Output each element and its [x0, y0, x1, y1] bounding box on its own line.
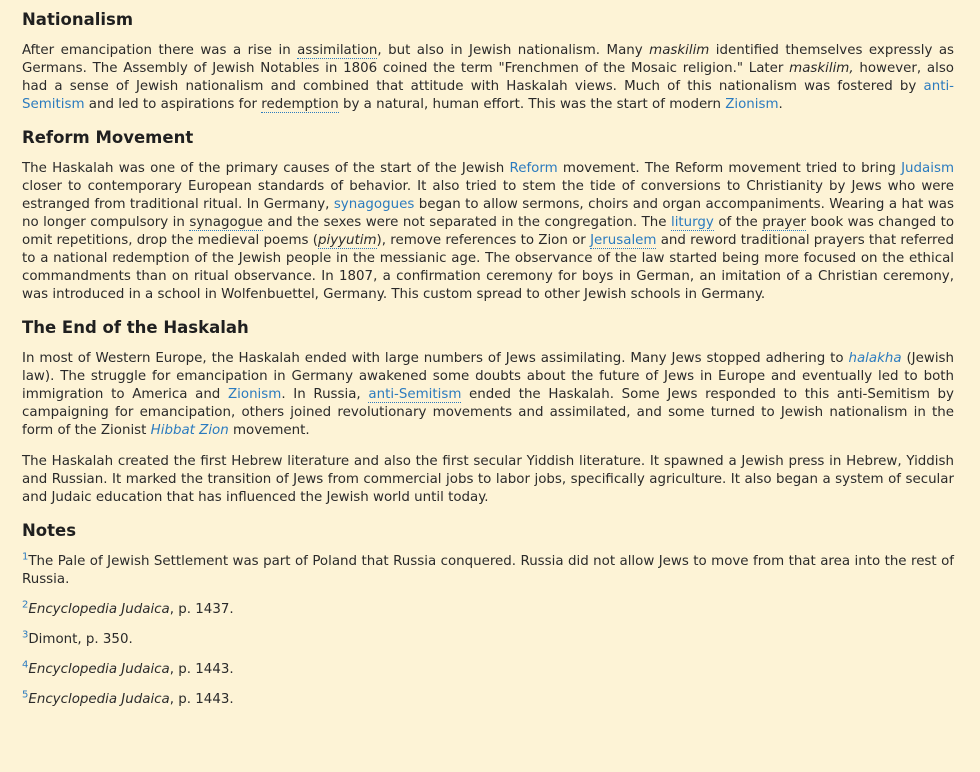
- link-halakha[interactable]: halakha: [848, 351, 902, 366]
- link-anti-semitism[interactable]: anti-Semitism: [22, 79, 954, 112]
- heading-nationalism: Nationalism: [22, 10, 134, 29]
- footnote-number[interactable]: 1: [22, 551, 29, 563]
- note-item: [22, 661, 954, 679]
- link-zionism[interactable]: Zionism: [725, 97, 779, 112]
- text-run: Dimont, p. 350.: [28, 632, 133, 647]
- glossary-term-assimilation[interactable]: assimilation: [297, 43, 378, 58]
- glossary-term-piyyutim[interactable]: piyyutim: [317, 233, 377, 248]
- note-item: [22, 691, 954, 709]
- text-run: , p. 1437.: [169, 602, 234, 617]
- text-run: After emancipation there was a rise in: [22, 43, 298, 58]
- footnote-number[interactable]: 3: [22, 629, 29, 641]
- italic-text: maskilim,: [789, 61, 854, 76]
- text-run: closer to contemporary European standards of behavior. It also tried to stem the tide of conversions to Christianity by Jews who were estranged from traditional ritual. In Germany,: [22, 179, 954, 212]
- notes-list: [22, 553, 954, 709]
- footnote-number[interactable]: 2: [22, 599, 29, 611]
- italic-text: Encyclopedia Judaica: [28, 662, 170, 677]
- note-item: [22, 601, 954, 619]
- italic-text: Encyclopedia Judaica: [28, 602, 170, 617]
- text-run: however, also had a sense of Jewish nationalism and combined that attitude with Haskalah views. Much of this nationalism was fostered by: [22, 61, 954, 94]
- link-synagogues[interactable]: synagogues: [333, 197, 415, 212]
- heading-notes: Notes: [22, 521, 77, 540]
- text-run: movement.: [228, 423, 310, 438]
- text-run: (Jewish law). The struggle for emancipation in Germany awakened some doubts about the future of Jews in Europe and eventually led to both immigration to America and: [22, 351, 954, 402]
- text-run: identified themselves expressly as Germans. The Assembly of Jewish Notables in 1806 coined the term "Frenchmen of the Mosaic religion." Later: [22, 43, 955, 76]
- link-anti-semitism[interactable]: anti-Semitism: [368, 387, 462, 402]
- text-run: , p. 1443.: [169, 692, 234, 707]
- heading-reform-movement: Reform Movement: [22, 128, 194, 147]
- text-run: by a natural, human effort. This was the start of modern: [338, 97, 726, 112]
- note-item: [22, 631, 954, 649]
- text-run: . In Russia,: [281, 387, 369, 402]
- glossary-term-prayer[interactable]: prayer: [762, 215, 807, 230]
- paragraph-nationalism: [22, 42, 954, 114]
- paragraph-end-2: [22, 453, 954, 507]
- text-run: and the sexes were not separated in the congregation. The: [262, 215, 671, 230]
- text-run: movement. The Reform movement tried to bring: [557, 161, 902, 176]
- link-hibbat-zion[interactable]: Hibbat Zion: [150, 423, 229, 438]
- text-run: The Haskalah created the first Hebrew literature and also the first secular Yiddish literature. It spawned a Jewish press in Hebrew, Yiddish and Russian. It marked the transition of Jews from commercial jobs to labor jobs, specifically agriculture. It also began a system of secular and Judaic education that has influenced the Jewish world until today.: [22, 454, 954, 505]
- text-run: and reword traditional prayers that referred to a national redemption of the Jewish people in the messianic age. The observance of the law started being more focused on the ethical commandments than on ritual observance. In 1807, a confirmation ceremony for boys in German, an imitation of a Christian ceremony, was introduced in a school in Wolfenbuettel, Germany. This custom spread to other Jewish schools in Germany.: [22, 233, 955, 302]
- text-run: ), remove references to Zion or: [376, 233, 591, 248]
- text-run: book was changed to omit repetitions, drop the medieval poems (: [22, 215, 955, 248]
- paragraph-end-1: [22, 350, 954, 440]
- glossary-term-synagogue[interactable]: synagogue: [189, 215, 263, 230]
- italic-text: maskilim: [649, 43, 710, 58]
- heading-end-of-haskalah: The End of the Haskalah: [22, 318, 249, 337]
- link-zionism[interactable]: Zionism: [227, 387, 282, 402]
- text-run: ended the Haskalah. Some Jews responded to this anti-Semitism by campaigning for emancipation, others joined revolutionary movements and assimilated, and some turned to Jewish nationalism in the form of the Zionist: [22, 387, 954, 438]
- paragraph-reform: [22, 160, 954, 304]
- note-item: [22, 553, 954, 589]
- link-jerusalem[interactable]: Jerusalem: [590, 233, 657, 248]
- text-run: The Pale of Jewish Settlement was part of Poland that Russia conquered. Russia did not allow Jews to move from that area into the rest of Russia.: [22, 554, 954, 587]
- link-liturgy[interactable]: liturgy: [670, 215, 714, 230]
- text-run: The Haskalah was one of the primary causes of the start of the Jewish: [22, 161, 510, 176]
- italic-text: Encyclopedia Judaica: [28, 692, 170, 707]
- link-judaism[interactable]: Judaism: [901, 161, 954, 176]
- footnote-number[interactable]: 4: [22, 659, 29, 671]
- glossary-term-redemption[interactable]: redemption: [261, 97, 339, 112]
- footnote-number[interactable]: 5: [22, 689, 29, 701]
- text-run: .: [778, 97, 783, 112]
- text-run: of the: [713, 215, 763, 230]
- text-run: began to allow sermons, choirs and organ accompaniments. Wearing a hat was no longer compulsory in: [22, 197, 954, 230]
- text-run: In most of Western Europe, the Haskalah ended with large numbers of Jews assimilating. Many Jews stopped adhering to: [22, 351, 849, 366]
- link-reform[interactable]: Reform: [509, 161, 558, 176]
- text-run: , but also in Jewish nationalism. Many: [377, 43, 650, 58]
- text-run: and led to aspirations for: [84, 97, 262, 112]
- text-run: , p. 1443.: [169, 662, 234, 677]
